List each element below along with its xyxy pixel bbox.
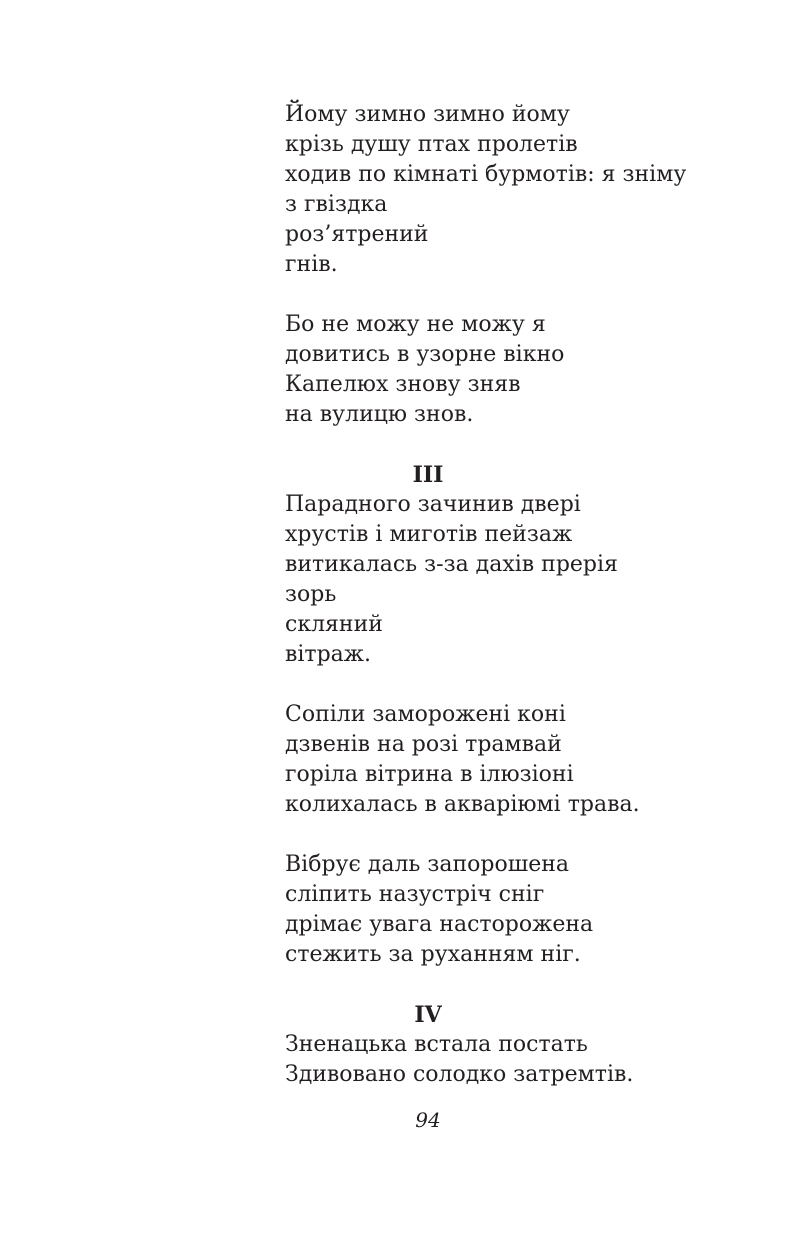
poem-line: сліпить назустріч сніг [285, 882, 545, 907]
poem-line: Парадного зачинив двері [285, 492, 581, 517]
stanza [285, 310, 725, 430]
poem-line: Вібрує даль запорошена [285, 852, 570, 877]
stanza [285, 490, 725, 670]
stanza-gap [285, 670, 725, 700]
poem-text [285, 100, 725, 1090]
poem-line: на вулицю знов. [285, 402, 474, 427]
poem-line: хрустів і миготів пейзаж [285, 522, 573, 547]
stanza-gap [285, 280, 725, 310]
poem-line: дрімає увага насторожена [285, 912, 594, 937]
poem-line: крізь душу птах пролетів [285, 132, 578, 157]
poem-line: дзвенів на розі трамвай [285, 732, 562, 757]
poem-line: Здивовано солодко затремтів. [285, 1062, 634, 1087]
poem-line: горіла вітрина в ілюзіоні [285, 762, 574, 787]
poem-line: витикалась з-за дахів прерія [285, 552, 618, 577]
stanza [285, 700, 725, 820]
stanza [285, 850, 725, 970]
poem-line: Бо не можу не можу я [285, 312, 546, 337]
poem-line: ходив по кімнаті бурмотів: я зніму [285, 162, 687, 187]
poem-line: гнів. [285, 252, 338, 277]
poem-line: вітраж. [285, 642, 372, 667]
poem-line: Зненацька встала постать [285, 1032, 588, 1057]
stanza [285, 1030, 725, 1090]
poem-line: довитись в узорне вікно [285, 342, 565, 367]
stanza [285, 100, 725, 280]
stanza-gap [285, 430, 725, 460]
poem-line: Йому зимно зимно йому [285, 102, 570, 127]
section-heading-iv: IV [414, 1002, 442, 1028]
poem-line: з гвіздка [285, 192, 388, 217]
poem-line: Сопіли заморожені коні [285, 702, 566, 727]
stanza-gap [285, 820, 725, 850]
section-heading-iii: III [412, 462, 444, 488]
page-number: 94 [415, 1108, 441, 1132]
poem-line: роз’ятрений [285, 222, 429, 247]
poem-line: зорь [285, 582, 337, 607]
poem-line: Капелюх знову зняв [285, 372, 521, 397]
poem-line: скляний [285, 612, 383, 637]
poem-line: стежить за руханням ніг. [285, 942, 581, 967]
stanza-gap [285, 970, 725, 1000]
poem-line: колихалась в акваріюмі трава. [285, 792, 640, 817]
